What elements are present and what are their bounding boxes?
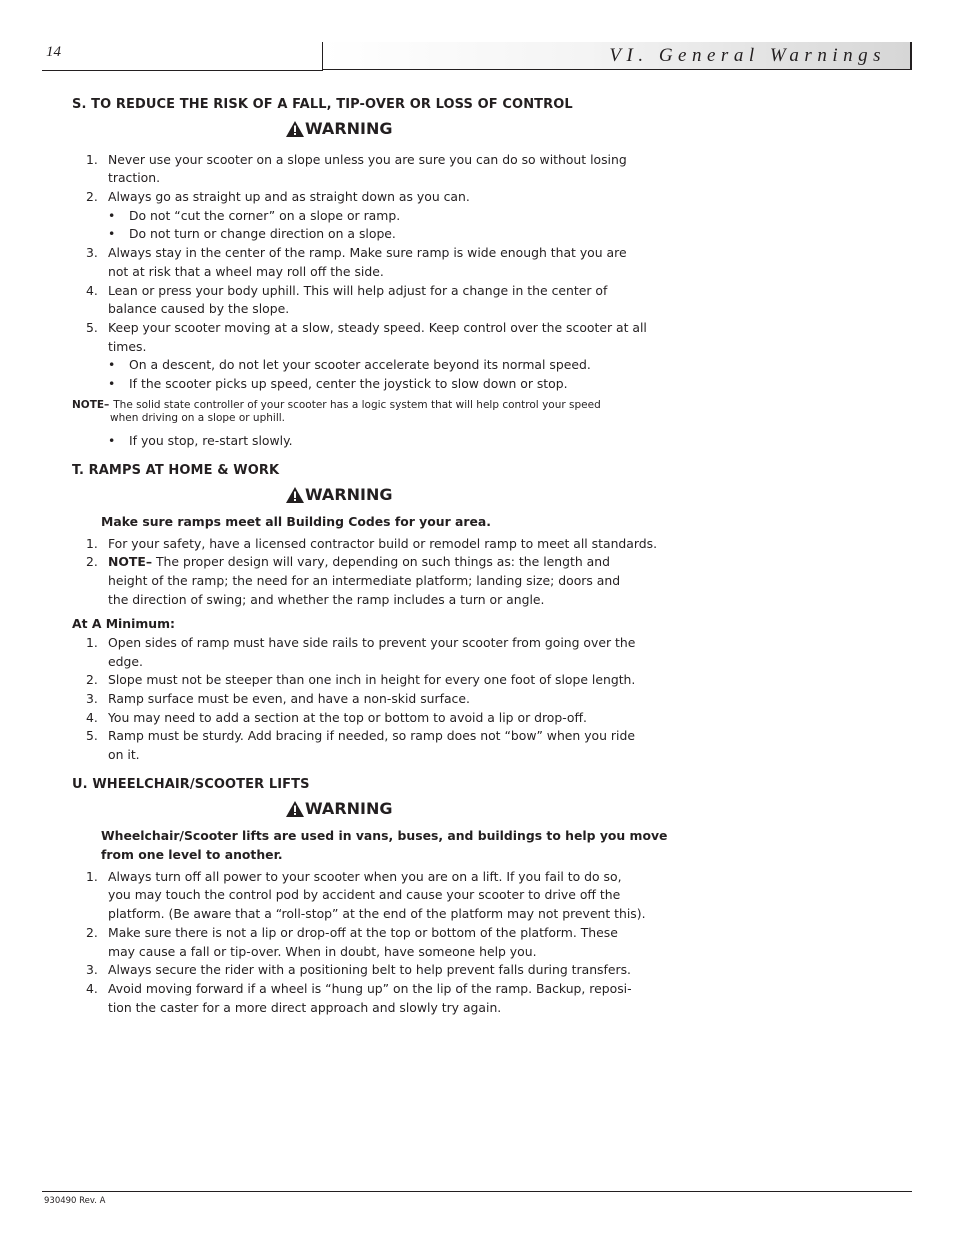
section-t-intro: Make sure ramps meet all Building Codes for your area. (101, 514, 491, 529)
section-u-intro: Wheelchair/Scooter lifts are used in vans, buses, and buildings to help you move (101, 828, 668, 843)
warning-triangle-icon (286, 801, 304, 817)
note-label: NOTE– (72, 399, 110, 411)
document-number: 930490 Rev. A (44, 1196, 106, 1206)
chapter-title: VI. General Warnings (609, 45, 886, 66)
section-t-heading: T. RAMPS AT HOME & WORK (72, 463, 280, 478)
page-number: 14 (46, 44, 61, 60)
footer-rule (42, 1191, 912, 1192)
note (72, 396, 601, 411)
section-u-intro-continued: from one level to another. (101, 847, 283, 862)
note-text: The solid state controller of your scooter has a logic system that will help control your speed (113, 399, 601, 411)
minimum-heading: At A Minimum: (72, 616, 175, 631)
section-s-heading: S. TO REDUCE THE RISK OF A FALL, TIP-OVER OR LOSS OF CONTROL (72, 97, 573, 112)
section-u-heading: U. WHEELCHAIR/SCOOTER LIFTS (72, 777, 310, 792)
warning-label: WARNING (305, 485, 393, 504)
section-t-warning (286, 485, 393, 504)
warning-label: WARNING (305, 119, 393, 138)
warning-triangle-icon (286, 121, 304, 137)
section-s-warning (286, 119, 393, 138)
warning-label: WARNING (305, 799, 393, 818)
chapter-header-bar (323, 42, 912, 70)
warning-triangle-icon (286, 487, 304, 503)
header-rule (42, 70, 323, 71)
section-u-warning (286, 799, 393, 818)
note-text-continued: when driving on a slope or uphill. (110, 412, 285, 424)
